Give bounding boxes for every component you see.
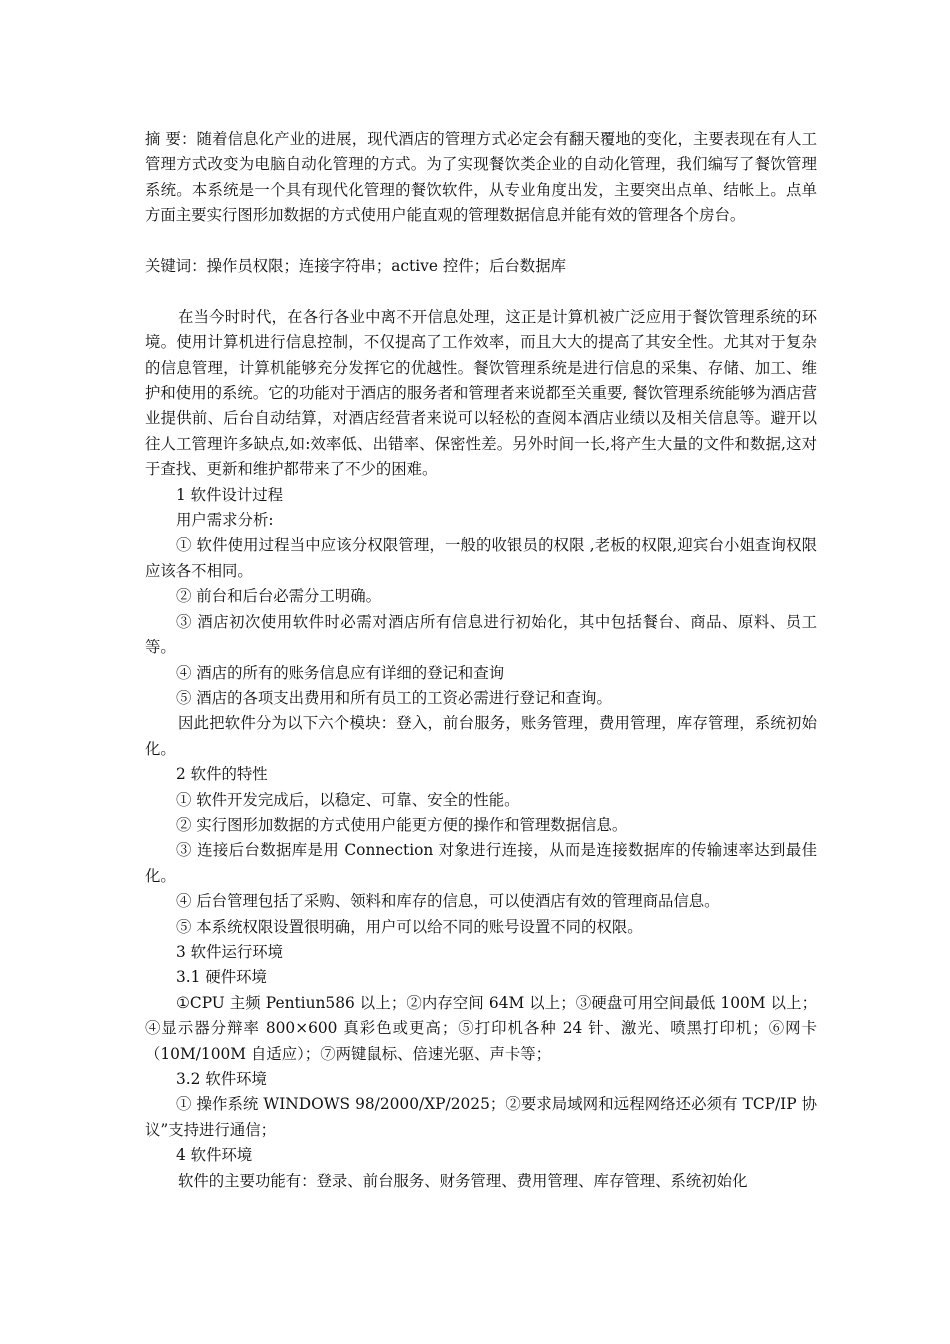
section2-heading: 2 软件的特性	[176, 765, 268, 784]
modules-paragraph: 因此把软件分为以下六个模块：登入，前台服务，账务管理，费用管理，库存管理，系统初始化。	[145, 714, 817, 758]
requirement-item-3: ③ 酒店初次使用软件时必需对酒店所有信息进行初始化，其中包括餐台、商品、原料、员工等。	[145, 612, 817, 657]
spacer	[145, 279, 817, 304]
hardware-paragraph: ①CPU 主频 Pentiun586 以上；②内存空间 64M 以上；③硬盘可用空间最低 100M 以上；④显示器分辩率 800×600 真彩色或更高；⑤打印机各种 24 针、激光、喷黑打印机；⑥网卡（10M/100M 自适应）；⑦两键鼠标、倍速光驱、声卡等；	[145, 993, 817, 1063]
keywords-line: 关键词：操作员权限；连接字符串；active 控件；后台数据库	[145, 257, 566, 276]
spacer	[145, 229, 817, 254]
requirement-item-4: ④ 酒店的所有的账务信息应有详细的登记和查询	[176, 663, 505, 682]
requirement-item-1: ① 软件使用过程当中应该分权限管理，一般的收银员的权限 ,老板的权限,迎宾台小姐查询权限应该各不相同。	[145, 536, 817, 580]
software-env-paragraph: ① 操作系统 WINDOWS 98/2000/XP/2025；②要求局域网和远程网络还必须有 TCP/IP 协议”支持进行通信；	[145, 1095, 817, 1139]
section3-heading: 3 软件运行环境	[176, 942, 284, 961]
functions-paragraph: 软件的主要功能有：登录、前台服务、财务管理、费用管理、库存管理、系统初始化	[178, 1171, 748, 1190]
section1-heading: 1 软件设计过程	[176, 485, 284, 504]
abstract-paragraph: 摘 要：随着信息化产业的进展，现代酒店的管理方式必定会有翻天覆地的变化，主要表现在有人工管理方式改变为电脑自动化管理的方式。为了实现餐饮类企业的自动化管理，我们编写了餐饮管理系统。本系统是一个具有现代化管理的餐饮软件，从专业角度出发，主要突出点单、结帐上。点单方面主要实行图形加数据的方式使用户能直观的管理数据信息并能有效的管理各个房台。	[145, 130, 817, 225]
feature-item-1: ① 软件开发完成后，以稳定、可靠、安全的性能。	[176, 790, 520, 809]
intro-paragraph: 在当今时时代，在各行各业中离不开信息处理，这正是计算机被广泛应用于餐饮管理系统的环境。使用计算机进行信息控制，不仅提高了工作效率，而且大大的提高了其安全性。尤其对于复杂的信息管理，计算机能够充分发挥它的优越性。餐饮管理系统是进行信息的采集、存储、加工、维护和使用的系统。它的功能对于酒店的服务者和管理者来说都至关重要, 餐饮管理系统能够为酒店营业提供前、后台自动结算，对酒店经营者来说可以轻松的查阅本酒店业绩以及相关信息等。避开以往人工管理许多缺点,如:效率低、出错率、保密性差。另外时间一长,将产生大量的文件和数据,这对于查找、更新和维护都带来了不少的困难。	[145, 307, 817, 479]
requirement-item-2: ② 前台和后台必需分工明确。	[176, 587, 381, 606]
section1-subheading: 用户需求分析:	[176, 511, 274, 530]
requirement-item-5: ⑤ 酒店的各项支出费用和所有员工的工资必需进行登记和查询。	[176, 688, 612, 707]
feature-item-5: ⑤ 本系统权限设置很明确，用户可以给不同的账号设置不同的权限。	[176, 917, 643, 936]
feature-item-4: ④ 后台管理包括了采购、领料和库存的信息，可以使酒店有效的管理商品信息。	[176, 892, 720, 911]
feature-item-3: ③ 连接后台数据库是用 Connection 对象进行连接，从而是连接数据库的传输速率达到最佳化。	[145, 841, 817, 885]
section4-heading: 4 软件环境	[176, 1146, 253, 1165]
feature-item-2: ② 实行图形加数据的方式使用户能更方便的操作和管理数据信息。	[176, 815, 628, 834]
document-page	[145, 127, 817, 1194]
hardware-heading: 3.1 硬件环境	[176, 968, 267, 987]
software-env-heading: 3.2 软件环境	[176, 1070, 267, 1088]
